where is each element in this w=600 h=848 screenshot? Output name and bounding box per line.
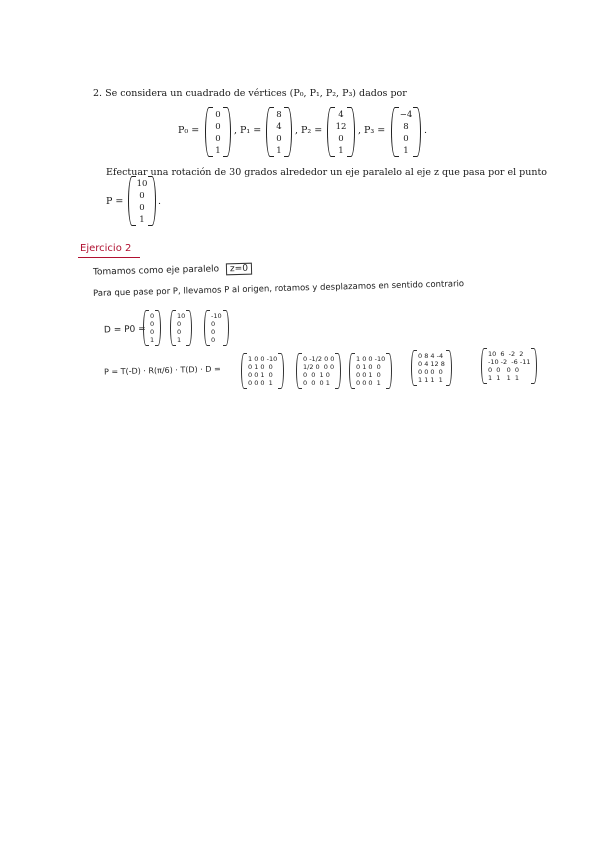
handwritten-matrix-1: 1 0 0 -10 0 1 0 0 0 0 1 0 0 0 0 1 <box>248 355 277 387</box>
label-point: P = <box>106 196 124 207</box>
handwritten-d-label: D = P0 = <box>103 324 146 336</box>
vector-point: 10 0 0 1 <box>128 176 156 226</box>
handwritten-matrix-4: 0 8 4 -4 0 4 12 8 0 0 0 0 1 1 1 1 <box>418 352 445 384</box>
handwritten-axis-box: z=0 <box>226 263 252 276</box>
instruction-text: Efectuar una rotación de 30 grados alrededor un eje paralelo al eje z que pasa por el punto <box>106 167 548 178</box>
vector-tail: . <box>424 125 428 136</box>
label-p1: , P₁ = <box>234 125 262 136</box>
handwritten-d-vec3: -10 0 0 0 <box>211 312 222 344</box>
handwritten-d-vec2: 10 0 0 1 <box>177 312 185 344</box>
handwritten-heading: Ejercicio 2 <box>80 243 132 254</box>
heading-underline <box>78 257 140 258</box>
point-tail: . <box>158 196 162 207</box>
vector-p1: 8 4 0 1 <box>266 107 292 157</box>
label-p3: , P₃ = <box>358 125 386 136</box>
problem-statement: 2. Se considera un cuadrado de vértices (P₀, P₁, P₂, P₃) dados por <box>93 88 407 99</box>
handwritten-matrix-3: 1 0 0 -10 0 1 0 0 0 0 1 0 0 0 0 1 <box>356 355 385 387</box>
handwritten-p-label: P = T(-D) · R(π/6) · T(D) · D = <box>103 364 221 377</box>
handwritten-line2: Para que pase por P, llevamos P al origen, rotamos y desplazamos en sentido contrario <box>92 279 465 299</box>
handwritten-line1: Tomamos como eje paralelo <box>92 264 220 278</box>
handwritten-matrix-5: 10 6 -2 2 -10 -2 -6 -11 0 0 0 0 1 1 1 1 <box>488 350 530 382</box>
label-p0: P₀ = <box>178 125 200 136</box>
vector-p0: 0 0 0 1 <box>205 107 231 157</box>
vector-p2: 4 12 0 1 <box>327 107 355 157</box>
vector-p3: −4 8 0 1 <box>391 107 421 157</box>
handwritten-matrix-2: 0 -1/2 0 0 1/2 0 0 0 0 0 1 0 0 0 0 1 <box>303 355 334 387</box>
handwritten-d-vec1: 0 0 0 1 <box>150 312 154 344</box>
label-p2: , P₂ = <box>295 125 323 136</box>
